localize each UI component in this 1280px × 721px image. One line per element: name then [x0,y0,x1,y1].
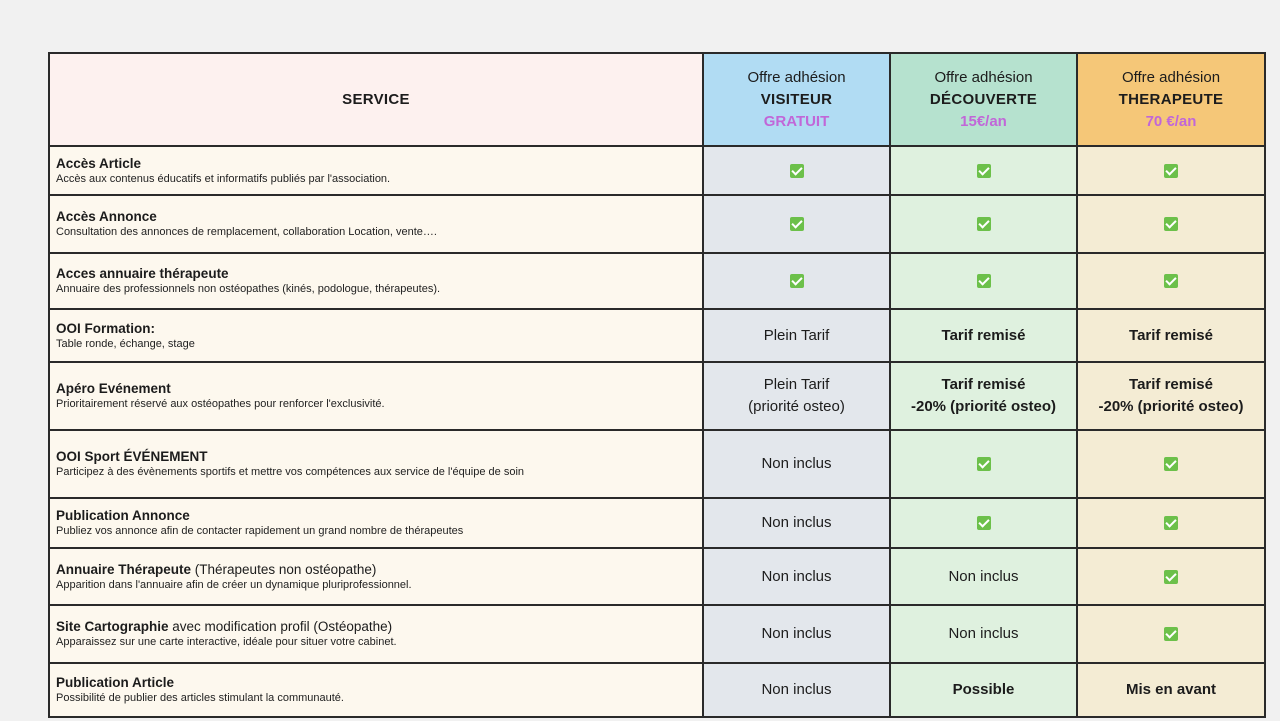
plan-price: 15€/an [960,112,1007,130]
plan-value-cell [703,663,890,717]
plan-offer-label: Offre adhésion [747,68,846,86]
plan-price: 70 €/an [1145,112,1197,130]
table-row [49,253,1265,309]
service-title [56,155,696,172]
plan-value-text: Tarif remisé [1129,376,1213,393]
plan-header-visiteur [703,53,890,146]
plan-value-cell [1077,309,1265,362]
plan-value-cell [703,195,890,253]
service-description: Apparition dans l'annuaire afin de créer un dynamique pluriprofessionnel. [56,578,412,591]
plan-value-cell [890,195,1077,253]
service-cell [49,605,703,663]
checkmark-icon [1164,164,1178,178]
checkmark-icon [1164,516,1178,530]
plan-offer-label: Offre adhésion [934,68,1033,86]
service-title-text: Annuaire Thérapeute [56,561,192,577]
service-title [56,448,696,465]
header-row [49,53,1265,146]
service-description: Consultation des annonces de remplacement, collaboration Location, vente…. [56,226,437,238]
service-cell [49,362,703,430]
service-description: Prioritairement réservé aux ostéopathes pour renforcer l'exclusivité. [56,398,385,410]
plan-value-text: Non inclus [948,567,1019,585]
plan-value-text: Tarif remisé [1129,326,1213,344]
table-row [49,309,1265,362]
service-title-text: Publication Annonce [56,508,190,523]
checkmark-icon [1164,274,1178,288]
plan-price: GRATUIT [763,112,830,130]
checkmark-icon [790,217,804,231]
plan-value-cell [703,362,890,430]
service-title [56,265,696,282]
plan-value-text: Non inclus [761,567,832,585]
service-title-extra: avec modification profil (Ostéopathe) [168,619,393,634]
plan-value-cell [890,146,1077,195]
plan-value-cell [890,548,1077,605]
service-title-text: OOI Sport ÉVÉNEMENT [56,449,208,464]
checkmark-icon [1164,570,1178,584]
service-cell [49,146,703,195]
plan-value-cell [890,309,1077,362]
service-title-text: Accès Annonce [56,209,157,224]
plan-value-subtext: (priorité osteo) [748,398,845,415]
plan-value-cell [1077,362,1265,430]
plan-header-therapeute [1077,53,1265,146]
plan-value-text: Tarif remisé [941,326,1026,344]
plan-value-cell [703,146,890,195]
service-cell [49,430,703,498]
service-description: Participez à des évènements sportifs et mettre vos compétences aux service de l'équipe de soin [56,466,525,478]
plan-value-text: Tarif remisé [941,376,1026,393]
checkmark-icon [790,274,804,288]
service-title [56,507,696,524]
plan-value-text: Plein Tarif [763,326,830,344]
service-description: Possibilité de publier des articles stimulant la communauté. [56,692,344,704]
plan-value-cell [890,430,1077,498]
service-description: Table ronde, échange, stage [56,337,195,350]
table-row [49,362,1265,430]
checkmark-icon [977,217,991,231]
plan-value-cell [703,430,890,498]
plan-value-cell [1077,605,1265,663]
service-title-extra: (Thérapeutes non ostéopathe) [191,561,377,577]
plan-value-cell [1077,663,1265,717]
plan-value-text: Mis en avant [1125,681,1217,698]
service-description: Publiez vos annonce afin de contacter rapidement un grand nombre de thérapeutes [56,525,464,537]
plan-header-decouverte [890,53,1077,146]
plan-value-cell [703,309,890,362]
plan-value-cell [890,498,1077,548]
service-title-text: Site Cartographie [56,619,169,634]
plan-value-cell [1077,195,1265,253]
table-row [49,195,1265,253]
service-title [56,618,696,635]
plan-value-text: Non inclus [761,625,832,642]
service-description: Annuaire des professionnels non ostéopathes (kinés, podologue, thérapeutes). [56,283,441,295]
checkmark-icon [977,516,991,530]
service-title-text: OOI Formation: [56,320,155,336]
pricing-table-container [48,52,1266,718]
service-title-text: Apéro Evénement [56,381,171,396]
plan-value-text: Non inclus [948,625,1019,642]
plan-offer-label: Offre adhésion [1121,68,1221,86]
checkmark-icon [790,164,804,178]
table-row [49,430,1265,498]
service-description: Apparaissez sur une carte interactive, idéale pour situer votre cabinet. [56,636,397,648]
service-column-header: SERVICE [49,53,703,146]
plan-name: THERAPEUTE [1118,90,1224,108]
plan-value-cell [1077,498,1265,548]
table-row [49,146,1265,195]
plan-value-cell [703,253,890,309]
plan-value-cell [1077,146,1265,195]
pricing-comparison-table [48,52,1266,718]
plan-name: DÉCOUVERTE [929,90,1038,108]
checkmark-icon [977,274,991,288]
service-title [56,561,696,578]
plan-value-cell [1077,253,1265,309]
plan-value-subtext: -20% (priorité osteo) [1098,398,1244,415]
table-row [49,548,1265,605]
plan-value-text: Non inclus [761,514,832,531]
plan-name: VISITEUR [760,90,833,108]
service-cell [49,548,703,605]
service-cell [49,195,703,253]
plan-value-cell [1077,430,1265,498]
service-title-text: Acces annuaire thérapeute [56,266,229,281]
service-title-text: Accès Article [56,155,142,171]
service-cell [49,309,703,362]
service-title [56,320,696,337]
service-title [56,208,696,225]
plan-value-cell [890,253,1077,309]
service-description: Accès aux contenus éducatifs et informatifs publiés par l'association. [56,172,391,185]
plan-value-cell [703,605,890,663]
checkmark-icon [977,457,991,471]
plan-value-cell [703,548,890,605]
checkmark-icon [977,164,991,178]
checkmark-icon [1164,457,1178,471]
plan-value-cell [1077,548,1265,605]
table-row [49,498,1265,548]
service-cell [49,253,703,309]
checkmark-icon [1164,217,1178,231]
service-cell [49,498,703,548]
plan-value-cell [890,663,1077,717]
service-cell [49,663,703,717]
table-row [49,605,1265,663]
checkmark-icon [1164,627,1178,641]
service-title [56,380,696,397]
plan-value-text: Plein Tarif [763,376,830,393]
service-title-text: Publication Article [56,675,175,690]
plan-value-text: Non inclus [761,681,832,698]
plan-value-text: Non inclus [761,455,832,472]
service-title [56,674,696,691]
plan-value-cell [890,605,1077,663]
plan-value-subtext: -20% (priorité osteo) [910,398,1057,415]
table-row [49,663,1265,717]
plan-value-cell [890,362,1077,430]
plan-value-cell [703,498,890,548]
plan-value-text: Possible [952,681,1015,698]
